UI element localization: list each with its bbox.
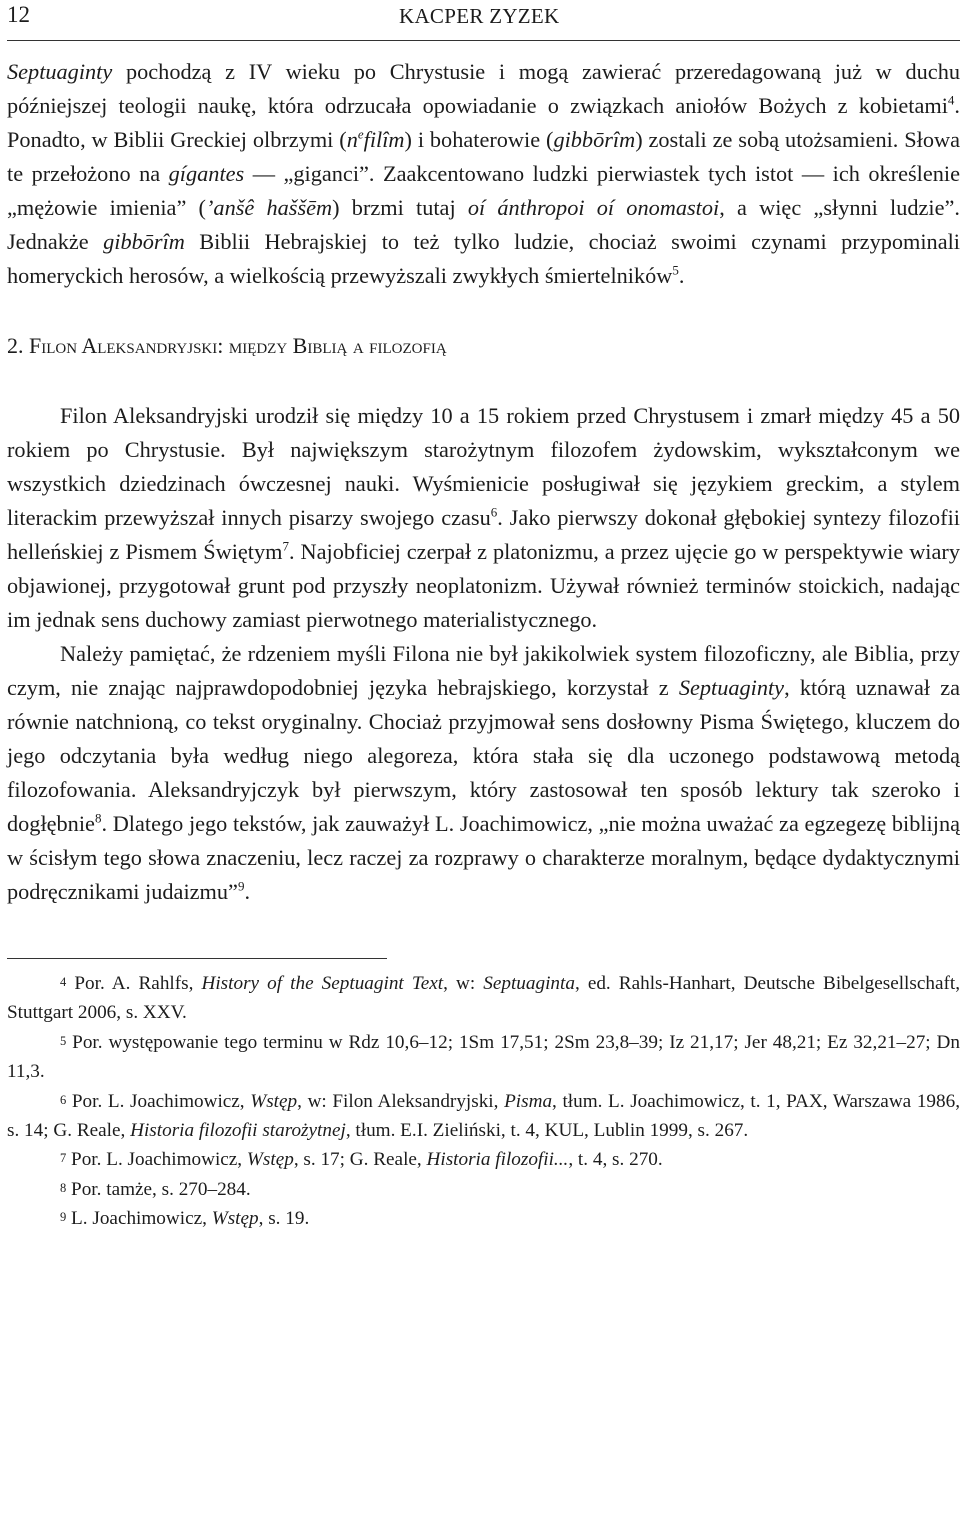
term-nefilim-n: n <box>346 127 358 152</box>
page-number: 12 <box>7 2 30 27</box>
text-run: Por. L. Joachimowicz, <box>71 1149 247 1171</box>
text-run: pochodzą z IV wieku po Chrystusie i mogą zawierać przeredagowaną już w duchu późniejszej teologii naukę, która odrzucała opowiadanie o związkach aniołów Bożych z kobietami <box>7 59 960 118</box>
text-run: , w: Filon Aleksandryjski, <box>297 1090 505 1112</box>
text-run: , s. 19. <box>258 1208 310 1230</box>
term-nefilim: filîm <box>363 127 405 152</box>
work-title: Historia filozofii starożytnej <box>130 1120 346 1142</box>
term-nefilim-sup: e <box>357 126 364 142</box>
footnote-8 <box>7 1175 960 1204</box>
text-run: L. Joachimowicz, <box>71 1208 212 1230</box>
text-septuaginty: Septuaginty <box>678 675 785 700</box>
text-run: , którą uznawał za równie natchnioną, co tekst oryginalny. Chociaż przyjmował sens dosłowny Pisma Świętego, kluczem do jego odczytania była według niego alegoreza, która stała się dla uczonego podstawową metodą filozofowania. Aleksandryjczyk był pierwszym, który zastosował ten sposób lektury tak szeroko i dogłębnie <box>7 675 960 836</box>
text-run: ) zostali ze sobą utożsamieni. Słowa te przełożono na <box>7 127 960 186</box>
text-run: , a więc „słynni ludzie”. Jednakże <box>7 195 960 254</box>
paragraph-filon-bible <box>7 637 960 909</box>
text-run: ) i bohaterowie ( <box>404 127 554 152</box>
footnote-number: 7 <box>60 1151 67 1166</box>
term-anthropoi: oí ánthropoi oí onomastoi <box>467 195 720 220</box>
text-run: Filon Aleksandryjski urodził się między 10 a 15 rokiem przed Chrystusem i zmarł między 45 a 50 rokiem po Chrystusie. Był największym starożytnym filozofem żydowskim, wykształconym we wszystkich dziedzinach ówczesnej nauki. Wyśmienicie posługiwał się językiem greckim, a stylem literackim przewyższał innych pisarzy swojego czasu <box>7 403 960 530</box>
work-title: History of the Septuagint Text <box>201 973 444 994</box>
page <box>7 0 960 1234</box>
text-run: , ed. Rahls-Hanhart, Deutsche Bibelgesellschaft, Stuttgart 2006, s. XXV. <box>7 973 960 1024</box>
footnote-ref-9[interactable]: 9 <box>237 878 245 894</box>
text-run: Por. A. Rahlfs, <box>74 973 202 994</box>
footnote-number: 9 <box>60 1210 67 1225</box>
text-run: . Dlatego jego tekstów, jak zauważył L. Joachimowicz, „nie można uważać za egzegezę biblijną w ścisłym tego słowa znaczeniu, lecz raczej za rozprawy o charakterze moralnym, będące dydaktycznymi podręcznikami judaizmu” <box>7 811 960 904</box>
text-run: Por. występowanie tego terminu w Rdz 10,6–12; 1Sm 17,51; 2Sm 23,8–39; Iz 21,17; Jer 48,21; Ez 32,21–27; Dn 11,3. <box>7 1031 960 1083</box>
term-gibborim: gibbōrîm <box>103 229 185 254</box>
work-title: Wstęp <box>246 1149 294 1171</box>
paragraph-septuagint <box>7 55 960 293</box>
text-run: , t. 4, s. 270. <box>568 1149 663 1171</box>
text-run: — „giganci”. Zaakcentowano ludzki pierwiastek tych istot — ich określenie „mężowie imienia” ( <box>7 161 960 220</box>
footnote-number: 6 <box>60 1092 67 1107</box>
paragraph-filon-bio <box>7 399 960 637</box>
footnote-4 <box>7 969 960 1028</box>
footnote-9 <box>7 1204 960 1233</box>
footnote-6 <box>7 1087 960 1146</box>
work-title: Pisma <box>504 1090 553 1112</box>
term-ansze-hassem: ’anšê haššēm <box>206 195 333 220</box>
text-run: Por. L. Joachimowicz, <box>71 1090 251 1112</box>
text-run: . Ponadto, w Biblii Greckiej olbrzymi ( <box>7 93 960 152</box>
text-run: Należy pamiętać, że rdzeniem myśli Filona nie był jakikolwiek system filozoficzny, ale Biblia, przy czym, nie znając najprawdopodobniej języka hebrajskiego, korzystał z <box>7 641 960 700</box>
footnote-divider <box>7 958 387 959</box>
section-heading-text: 2. Filon Aleksandryjski: między Biblią a filozofią <box>7 333 447 358</box>
text-run: , tłum. E.I. Zieliński, t. 4, KUL, Lublin 1999, s. 267. <box>345 1120 749 1142</box>
footnote-ref-5[interactable]: 5 <box>672 262 679 278</box>
text-run: , tłum. L. Joachimowicz, t. 1, PAX, Warszawa 1986, s. 14; G. Reale, <box>7 1090 960 1142</box>
text-run: Por. tamże, s. 270–284. <box>71 1178 251 1200</box>
text-run: , w: <box>443 973 484 994</box>
term-gibborim: gibbōrîm <box>553 127 636 152</box>
text-run: . Jako pierwszy dokonał głębokiej syntezy filozofii helleńskiej z Pismem Świętym <box>7 505 960 564</box>
text-run: ) brzmi tutaj <box>332 195 468 220</box>
text-run: Biblii Hebrajskiej to też tylko ludzie, chociaż swoimi czynami przypominali homeryckich herosów, a wielkością przewyższali zwykłych śmiertelników <box>7 229 960 288</box>
text-run: , s. 17; G. Reale, <box>293 1149 427 1171</box>
work-title: Historia filozofii... <box>426 1149 569 1171</box>
footnote-ref-8[interactable]: 8 <box>94 810 102 826</box>
footnote-number: 5 <box>60 1033 67 1048</box>
work-title: Wstęp <box>250 1090 298 1112</box>
footnote-number: 8 <box>60 1180 67 1195</box>
work-title: Wstęp <box>211 1208 259 1230</box>
text-run: . <box>244 879 251 904</box>
text-septuaginty: Septuaginty <box>7 59 113 84</box>
footnote-7 <box>7 1145 960 1174</box>
section-heading <box>7 329 960 363</box>
footnote-ref-4[interactable]: 4 <box>947 92 955 108</box>
work-title: Septuaginta <box>483 973 575 994</box>
text-run: . Najobficiej czerpał z platonizmu, a przez ujęcie go w perspektywie wiary objawionej, przygotował grunt pod przyszły neoplatonizm. Używał również terminów stoickich, nadając im jednak sens duchowy zamiast pierwotnego materialistycznego. <box>7 539 960 632</box>
running-title-author: KACPER ZYZEK <box>399 4 560 28</box>
footnote-number: 4 <box>60 975 67 989</box>
term-gigantes: gígantes <box>168 161 245 186</box>
text-run: . <box>678 263 685 288</box>
footnote-5 <box>7 1028 960 1087</box>
footnote-ref-7[interactable]: 7 <box>282 538 289 554</box>
footnote-ref-6[interactable]: 6 <box>490 504 498 520</box>
running-head <box>7 0 960 41</box>
